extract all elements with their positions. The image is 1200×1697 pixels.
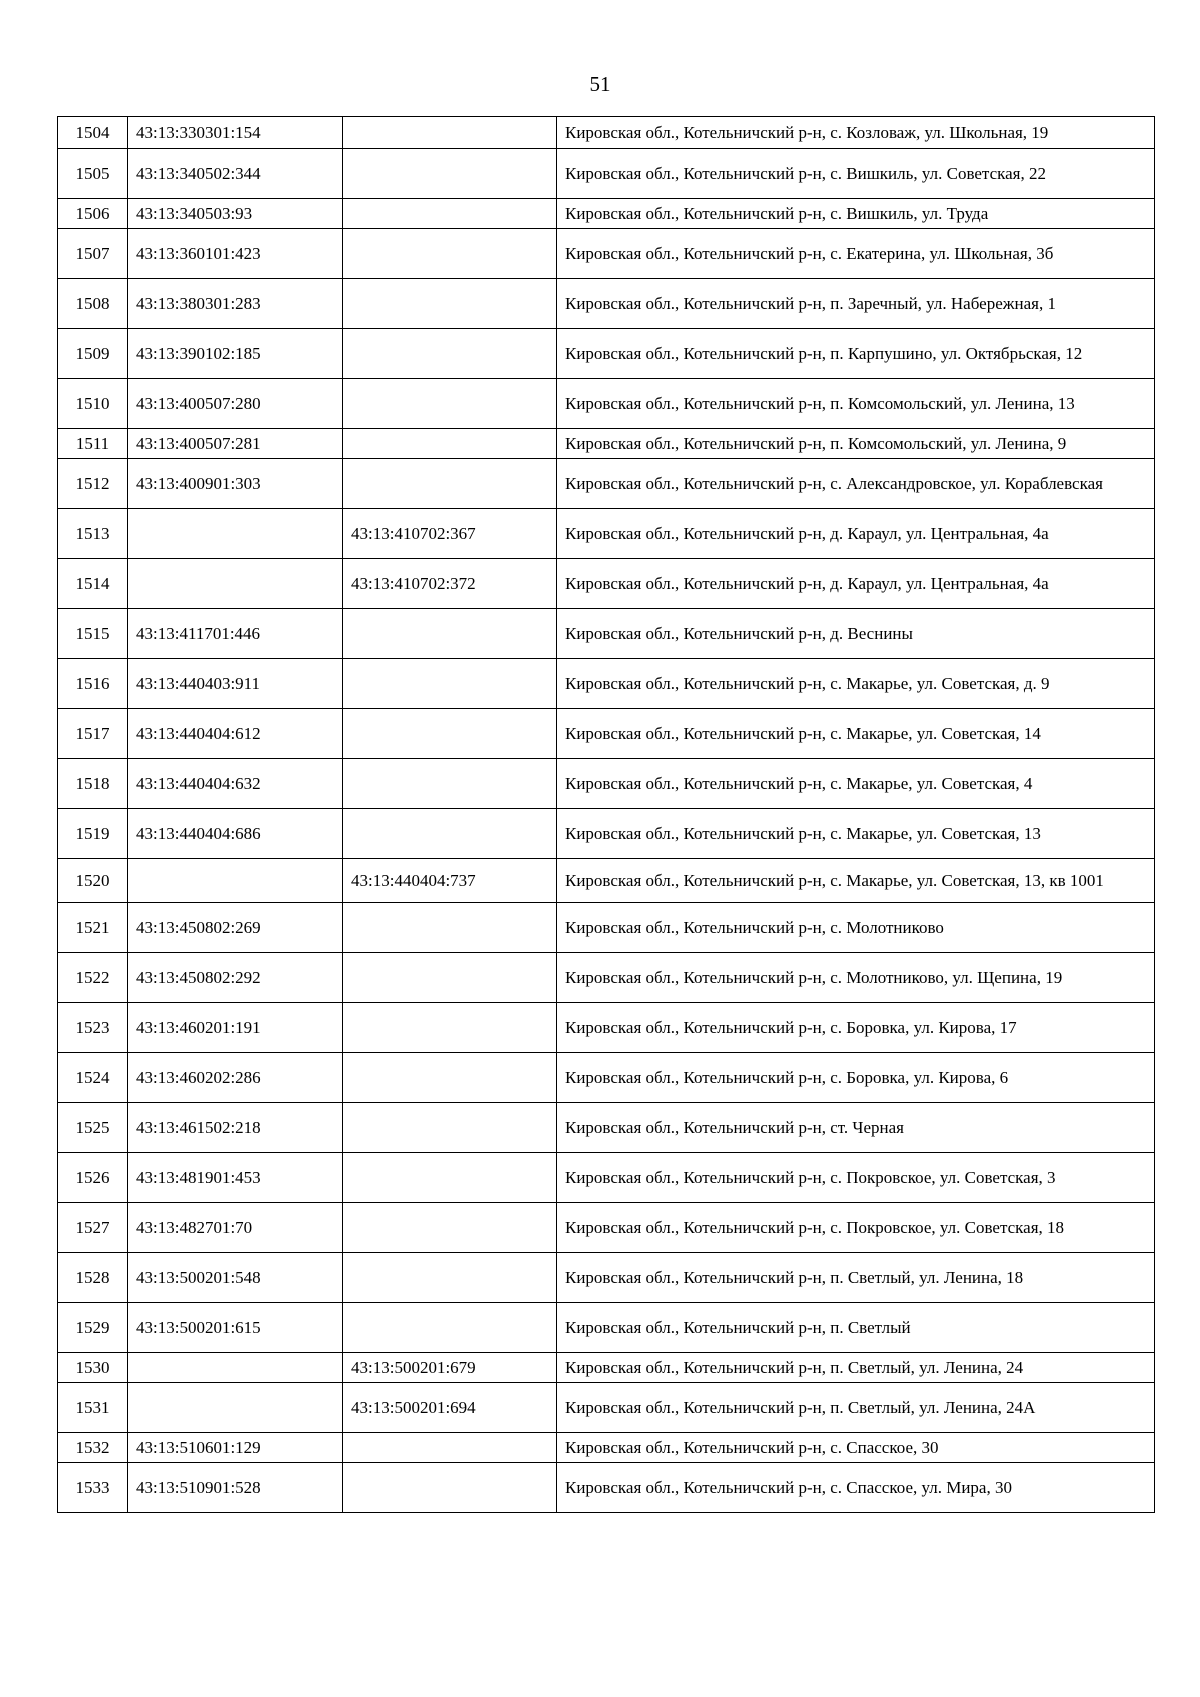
address-cell: Кировская обл., Котельничский р-н, с. Макарье, ул. Советская, 13, кв 1001 [557, 859, 1155, 903]
address-cell: Кировская обл., Котельничский р-н, с. Покровское, ул. Советская, 18 [557, 1203, 1155, 1253]
cadastral-number-cell: 43:13:461502:218 [128, 1103, 343, 1153]
row-number-cell: 1529 [58, 1303, 128, 1353]
table-row [58, 1383, 1155, 1433]
cadastral-number-alt-cell [343, 659, 557, 709]
address-cell: Кировская обл., Котельничский р-н, с. Вишкиль, ул. Советская, 22 [557, 149, 1155, 199]
page-number: 51 [589, 72, 611, 96]
cadastral-number-alt-cell [343, 1433, 557, 1463]
cadastral-number-alt-cell [343, 117, 557, 149]
row-number-cell: 1505 [58, 149, 128, 199]
cadastral-number-alt-cell [343, 279, 557, 329]
cadastral-number-alt-cell [343, 1303, 557, 1353]
cadastral-number-alt-cell [343, 329, 557, 379]
cadastral-number-cell [128, 559, 343, 609]
row-number-cell: 1507 [58, 229, 128, 279]
table-row [58, 199, 1155, 229]
row-number-cell: 1531 [58, 1383, 128, 1433]
cadastral-number-cell: 43:13:440403:911 [128, 659, 343, 709]
table-row [58, 1003, 1155, 1053]
cadastral-number-cell: 43:13:400507:281 [128, 429, 343, 459]
table-row [58, 1433, 1155, 1463]
cadastral-number-alt-cell [343, 953, 557, 1003]
cadastral-number-cell: 43:13:360101:423 [128, 229, 343, 279]
cadastral-number-alt-cell: 43:13:410702:372 [343, 559, 557, 609]
row-number-cell: 1519 [58, 809, 128, 859]
address-cell: Кировская обл., Котельничский р-н, ст. Черная [557, 1103, 1155, 1153]
address-cell: Кировская обл., Котельничский р-н, п. Светлый, ул. Ленина, 18 [557, 1253, 1155, 1303]
table-row [58, 1053, 1155, 1103]
cadastral-number-alt-cell [343, 709, 557, 759]
row-number-cell: 1514 [58, 559, 128, 609]
registry-table-body [58, 117, 1155, 1513]
table-row [58, 117, 1155, 149]
table-row [58, 329, 1155, 379]
address-cell: Кировская обл., Котельничский р-н, с. Екатерина, ул. Школьная, 3б [557, 229, 1155, 279]
address-cell: Кировская обл., Котельничский р-н, с. Спасское, ул. Мира, 30 [557, 1463, 1155, 1513]
row-number-cell: 1521 [58, 903, 128, 953]
row-number-cell: 1523 [58, 1003, 128, 1053]
address-cell: Кировская обл., Котельничский р-н, п. Комсомольский, ул. Ленина, 9 [557, 429, 1155, 459]
cadastral-number-cell: 43:13:340503:93 [128, 199, 343, 229]
cadastral-number-cell: 43:13:440404:632 [128, 759, 343, 809]
row-number-cell: 1506 [58, 199, 128, 229]
cadastral-number-cell [128, 859, 343, 903]
table-row [58, 1303, 1155, 1353]
table-row [58, 509, 1155, 559]
cadastral-number-cell: 43:13:450802:292 [128, 953, 343, 1003]
table-row [58, 809, 1155, 859]
cadastral-number-cell: 43:13:440404:612 [128, 709, 343, 759]
cadastral-number-alt-cell [343, 1003, 557, 1053]
row-number-cell: 1520 [58, 859, 128, 903]
address-cell: Кировская обл., Котельничский р-н, с. Козловаж, ул. Школьная, 19 [557, 117, 1155, 149]
address-cell: Кировская обл., Котельничский р-н, п. Светлый, ул. Ленина, 24 [557, 1353, 1155, 1383]
address-cell: Кировская обл., Котельничский р-н, с. Макарье, ул. Советская, 14 [557, 709, 1155, 759]
address-cell: Кировская обл., Котельничский р-н, с. Александровское, ул. Кораблевская [557, 459, 1155, 509]
cadastral-number-alt-cell [343, 1153, 557, 1203]
address-cell: Кировская обл., Котельничский р-н, с. Боровка, ул. Кирова, 6 [557, 1053, 1155, 1103]
cadastral-number-cell: 43:13:481901:453 [128, 1153, 343, 1203]
cadastral-number-alt-cell [343, 1203, 557, 1253]
cadastral-number-alt-cell [343, 903, 557, 953]
table-row [58, 149, 1155, 199]
registry-table [57, 116, 1155, 1513]
address-cell: Кировская обл., Котельничский р-н, с. Макарье, ул. Советская, 4 [557, 759, 1155, 809]
address-cell: Кировская обл., Котельничский р-н, с. Молотниково [557, 903, 1155, 953]
cadastral-number-cell: 43:13:500201:548 [128, 1253, 343, 1303]
cadastral-number-alt-cell [343, 759, 557, 809]
row-number-cell: 1522 [58, 953, 128, 1003]
cadastral-number-alt-cell [343, 1463, 557, 1513]
address-cell: Кировская обл., Котельничский р-н, с. Макарье, ул. Советская, д. 9 [557, 659, 1155, 709]
cadastral-number-alt-cell [343, 459, 557, 509]
address-cell: Кировская обл., Котельничский р-н, д. Караул, ул. Центральная, 4а [557, 559, 1155, 609]
cadastral-number-alt-cell: 43:13:410702:367 [343, 509, 557, 559]
table-row [58, 1463, 1155, 1513]
row-number-cell: 1509 [58, 329, 128, 379]
cadastral-number-cell: 43:13:510901:528 [128, 1463, 343, 1513]
table-row [58, 459, 1155, 509]
cadastral-number-alt-cell: 43:13:500201:679 [343, 1353, 557, 1383]
cadastral-number-alt-cell [343, 149, 557, 199]
cadastral-number-cell: 43:13:400507:280 [128, 379, 343, 429]
table-row [58, 379, 1155, 429]
table-row [58, 903, 1155, 953]
cadastral-number-cell: 43:13:390102:185 [128, 329, 343, 379]
row-number-cell: 1518 [58, 759, 128, 809]
cadastral-number-cell: 43:13:330301:154 [128, 117, 343, 149]
row-number-cell: 1513 [58, 509, 128, 559]
address-cell: Кировская обл., Котельничский р-н, д. Веснины [557, 609, 1155, 659]
row-number-cell: 1515 [58, 609, 128, 659]
cadastral-number-alt-cell [343, 1103, 557, 1153]
cadastral-number-cell: 43:13:400901:303 [128, 459, 343, 509]
cadastral-number-cell [128, 1353, 343, 1383]
address-cell: Кировская обл., Котельничский р-н, п. Светлый, ул. Ленина, 24А [557, 1383, 1155, 1433]
address-cell: Кировская обл., Котельничский р-н, д. Караул, ул. Центральная, 4а [557, 509, 1155, 559]
address-cell: Кировская обл., Котельничский р-н, с. Покровское, ул. Советская, 3 [557, 1153, 1155, 1203]
cadastral-number-cell: 43:13:340502:344 [128, 149, 343, 199]
table-row [58, 229, 1155, 279]
row-number-cell: 1516 [58, 659, 128, 709]
address-cell: Кировская обл., Котельничский р-н, с. Вишкиль, ул. Труда [557, 199, 1155, 229]
cadastral-number-cell: 43:13:460202:286 [128, 1053, 343, 1103]
cadastral-number-cell: 43:13:411701:446 [128, 609, 343, 659]
address-cell: Кировская обл., Котельничский р-н, с. Спасское, 30 [557, 1433, 1155, 1463]
table-row [58, 759, 1155, 809]
row-number-cell: 1504 [58, 117, 128, 149]
table-row [58, 1103, 1155, 1153]
cadastral-number-alt-cell [343, 379, 557, 429]
cadastral-number-alt-cell [343, 199, 557, 229]
table-row [58, 1253, 1155, 1303]
row-number-cell: 1532 [58, 1433, 128, 1463]
table-row [58, 1153, 1155, 1203]
cadastral-number-alt-cell [343, 1253, 557, 1303]
row-number-cell: 1508 [58, 279, 128, 329]
table-row [58, 1203, 1155, 1253]
row-number-cell: 1526 [58, 1153, 128, 1203]
table-row [58, 1353, 1155, 1383]
row-number-cell: 1533 [58, 1463, 128, 1513]
address-cell: Кировская обл., Котельничский р-н, с. Молотниково, ул. Щепина, 19 [557, 953, 1155, 1003]
row-number-cell: 1528 [58, 1253, 128, 1303]
table-row [58, 709, 1155, 759]
table-row [58, 609, 1155, 659]
row-number-cell: 1512 [58, 459, 128, 509]
row-number-cell: 1510 [58, 379, 128, 429]
row-number-cell: 1530 [58, 1353, 128, 1383]
table-row [58, 953, 1155, 1003]
table-row [58, 429, 1155, 459]
row-number-cell: 1525 [58, 1103, 128, 1153]
table-row [58, 559, 1155, 609]
cadastral-number-alt-cell [343, 229, 557, 279]
cadastral-number-alt-cell [343, 609, 557, 659]
cadastral-number-cell: 43:13:440404:686 [128, 809, 343, 859]
row-number-cell: 1511 [58, 429, 128, 459]
row-number-cell: 1517 [58, 709, 128, 759]
address-cell: Кировская обл., Котельничский р-н, с. Боровка, ул. Кирова, 17 [557, 1003, 1155, 1053]
row-number-cell: 1527 [58, 1203, 128, 1253]
cadastral-number-cell: 43:13:460201:191 [128, 1003, 343, 1053]
table-row [58, 659, 1155, 709]
cadastral-number-alt-cell: 43:13:440404:737 [343, 859, 557, 903]
address-cell: Кировская обл., Котельничский р-н, п. Карпушино, ул. Октябрьская, 12 [557, 329, 1155, 379]
row-number-cell: 1524 [58, 1053, 128, 1103]
address-cell: Кировская обл., Котельничский р-н, с. Макарье, ул. Советская, 13 [557, 809, 1155, 859]
cadastral-number-alt-cell [343, 1053, 557, 1103]
cadastral-number-cell: 43:13:450802:269 [128, 903, 343, 953]
cadastral-number-cell [128, 1383, 343, 1433]
cadastral-number-cell: 43:13:500201:615 [128, 1303, 343, 1353]
table-row [58, 279, 1155, 329]
cadastral-number-cell: 43:13:380301:283 [128, 279, 343, 329]
address-cell: Кировская обл., Котельничский р-н, п. Заречный, ул. Набережная, 1 [557, 279, 1155, 329]
cadastral-number-cell [128, 509, 343, 559]
address-cell: Кировская обл., Котельничский р-н, п. Комсомольский, ул. Ленина, 13 [557, 379, 1155, 429]
cadastral-number-cell: 43:13:482701:70 [128, 1203, 343, 1253]
address-cell: Кировская обл., Котельничский р-н, п. Светлый [557, 1303, 1155, 1353]
cadastral-number-alt-cell [343, 429, 557, 459]
cadastral-number-alt-cell: 43:13:500201:694 [343, 1383, 557, 1433]
cadastral-number-alt-cell [343, 809, 557, 859]
cadastral-number-cell: 43:13:510601:129 [128, 1433, 343, 1463]
table-row [58, 859, 1155, 903]
